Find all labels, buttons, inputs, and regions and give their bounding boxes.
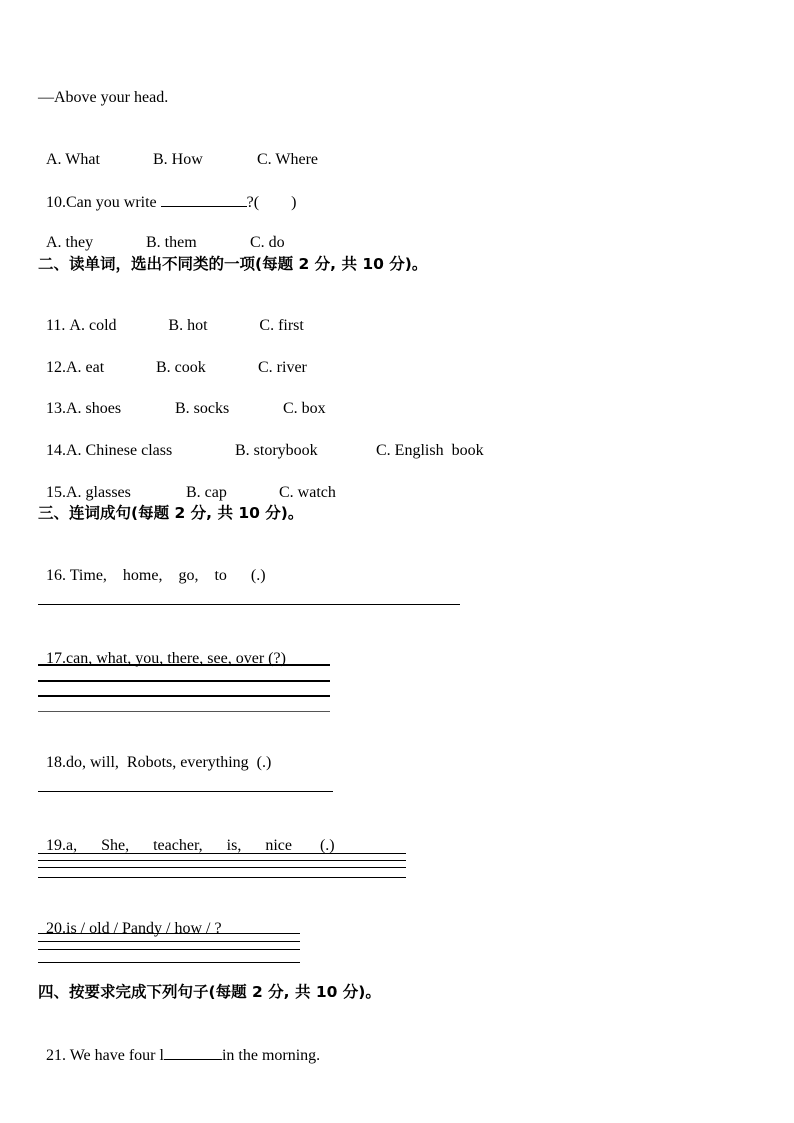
q17-words: can, what, you, there, see, over (?) xyxy=(66,650,286,667)
q10-option-b[interactable]: B. them xyxy=(146,234,197,251)
q21-answer-blank[interactable] xyxy=(164,1044,222,1060)
q14-option-c[interactable]: C. English book xyxy=(376,442,484,459)
q13-option-b[interactable]: B. socks xyxy=(175,400,230,417)
q11-option-c[interactable]: C. first xyxy=(259,317,304,334)
q10-text-after: ?( ) xyxy=(246,194,297,211)
q10-option-a[interactable]: A. they xyxy=(46,234,94,251)
q16-number: 16. xyxy=(46,567,70,584)
q18-words: do, will, Robots, everything (.) xyxy=(66,754,272,771)
q20-answer-line[interactable] xyxy=(38,962,300,963)
q18-row xyxy=(38,733,271,773)
q15-option-a[interactable]: A. glasses xyxy=(66,484,131,501)
q13-number: 13. xyxy=(46,400,66,417)
q14-row xyxy=(38,421,484,461)
q18-number: 18. xyxy=(46,754,66,771)
q15-number: 15. xyxy=(46,484,66,501)
q13-row xyxy=(38,379,326,419)
q16-row xyxy=(38,546,266,586)
q20-answer-line[interactable] xyxy=(38,933,300,934)
q20-answer-line[interactable] xyxy=(38,949,300,950)
q17-row xyxy=(38,629,286,669)
q14-option-a[interactable]: A. Chinese class xyxy=(66,442,173,459)
q12-number: 12. xyxy=(46,359,66,376)
q19-answer-line[interactable] xyxy=(38,853,406,854)
section3-title: 三、连词成句(每题 2 分, 共 10 分)。 xyxy=(38,504,304,522)
q11-option-b[interactable]: B. hot xyxy=(168,317,208,334)
q10-stem xyxy=(38,171,296,213)
q17-answer-line[interactable] xyxy=(38,680,330,682)
q20-words: is / old / Pandy / how / ? xyxy=(66,920,222,937)
q16-words: Time, home, go, to (.) xyxy=(69,567,266,584)
q10-option-c[interactable]: C. do xyxy=(250,234,285,251)
q20-answer-line[interactable] xyxy=(38,941,300,942)
q21-text-before: We have four l xyxy=(69,1047,164,1064)
q14-option-b[interactable]: B. storybook xyxy=(235,442,318,459)
q21-row xyxy=(38,1024,320,1066)
q17-number: 17. xyxy=(46,650,66,667)
q14-number: 14. xyxy=(46,442,66,459)
q12-option-c[interactable]: C. river xyxy=(258,359,307,376)
q10-text-before: Can you write xyxy=(66,194,161,211)
q17-answer-line[interactable] xyxy=(38,664,330,666)
q19-number: 19. xyxy=(46,837,66,854)
q19-answer-line[interactable] xyxy=(38,867,406,868)
q9-answer: —Above your head. xyxy=(38,89,169,106)
q17-answer-line[interactable] xyxy=(38,695,330,697)
q12-option-b[interactable]: B. cook xyxy=(156,359,206,376)
q21-text-after: in the morning. xyxy=(221,1047,321,1064)
q12-row xyxy=(38,338,307,378)
q19-answer-line[interactable] xyxy=(38,877,406,878)
section4-title: 四、按要求完成下列句子(每题 2 分, 共 10 分)。 xyxy=(38,983,381,1001)
q11-row xyxy=(38,296,304,336)
q10-options xyxy=(38,213,285,253)
q19-answer-line[interactable] xyxy=(38,860,406,861)
q9-option-a[interactable]: A. What xyxy=(46,151,100,168)
q9-options xyxy=(38,130,318,170)
q17-answer-line[interactable] xyxy=(38,711,330,712)
q13-option-a[interactable]: A. shoes xyxy=(66,400,122,417)
q9-option-b[interactable]: B. How xyxy=(153,151,203,168)
q13-option-c[interactable]: C. box xyxy=(283,400,326,417)
q10-answer-blank[interactable] xyxy=(161,191,247,207)
q18-answer-line[interactable] xyxy=(38,791,333,792)
q16-answer-line[interactable] xyxy=(38,604,460,605)
q15-option-b[interactable]: B. cap xyxy=(186,484,227,501)
q19-words: a, She, teacher, is, nice (.) xyxy=(66,837,335,854)
q9-option-c[interactable]: C. Where xyxy=(257,151,319,168)
q19-row xyxy=(38,816,335,856)
q15-row xyxy=(38,463,336,503)
q12-option-a[interactable]: A. eat xyxy=(66,359,105,376)
section2-title: 二、读单词，选出不同类的一项(每题 2 分, 共 10 分)。 xyxy=(38,255,428,273)
q10-number: 10. xyxy=(46,194,66,211)
q20-number: 20. xyxy=(46,920,66,937)
q11-option-a[interactable]: A. cold xyxy=(69,317,117,334)
q15-option-c[interactable]: C. watch xyxy=(279,484,336,501)
q11-number: 11. xyxy=(46,317,70,334)
q21-number: 21. xyxy=(46,1047,70,1064)
